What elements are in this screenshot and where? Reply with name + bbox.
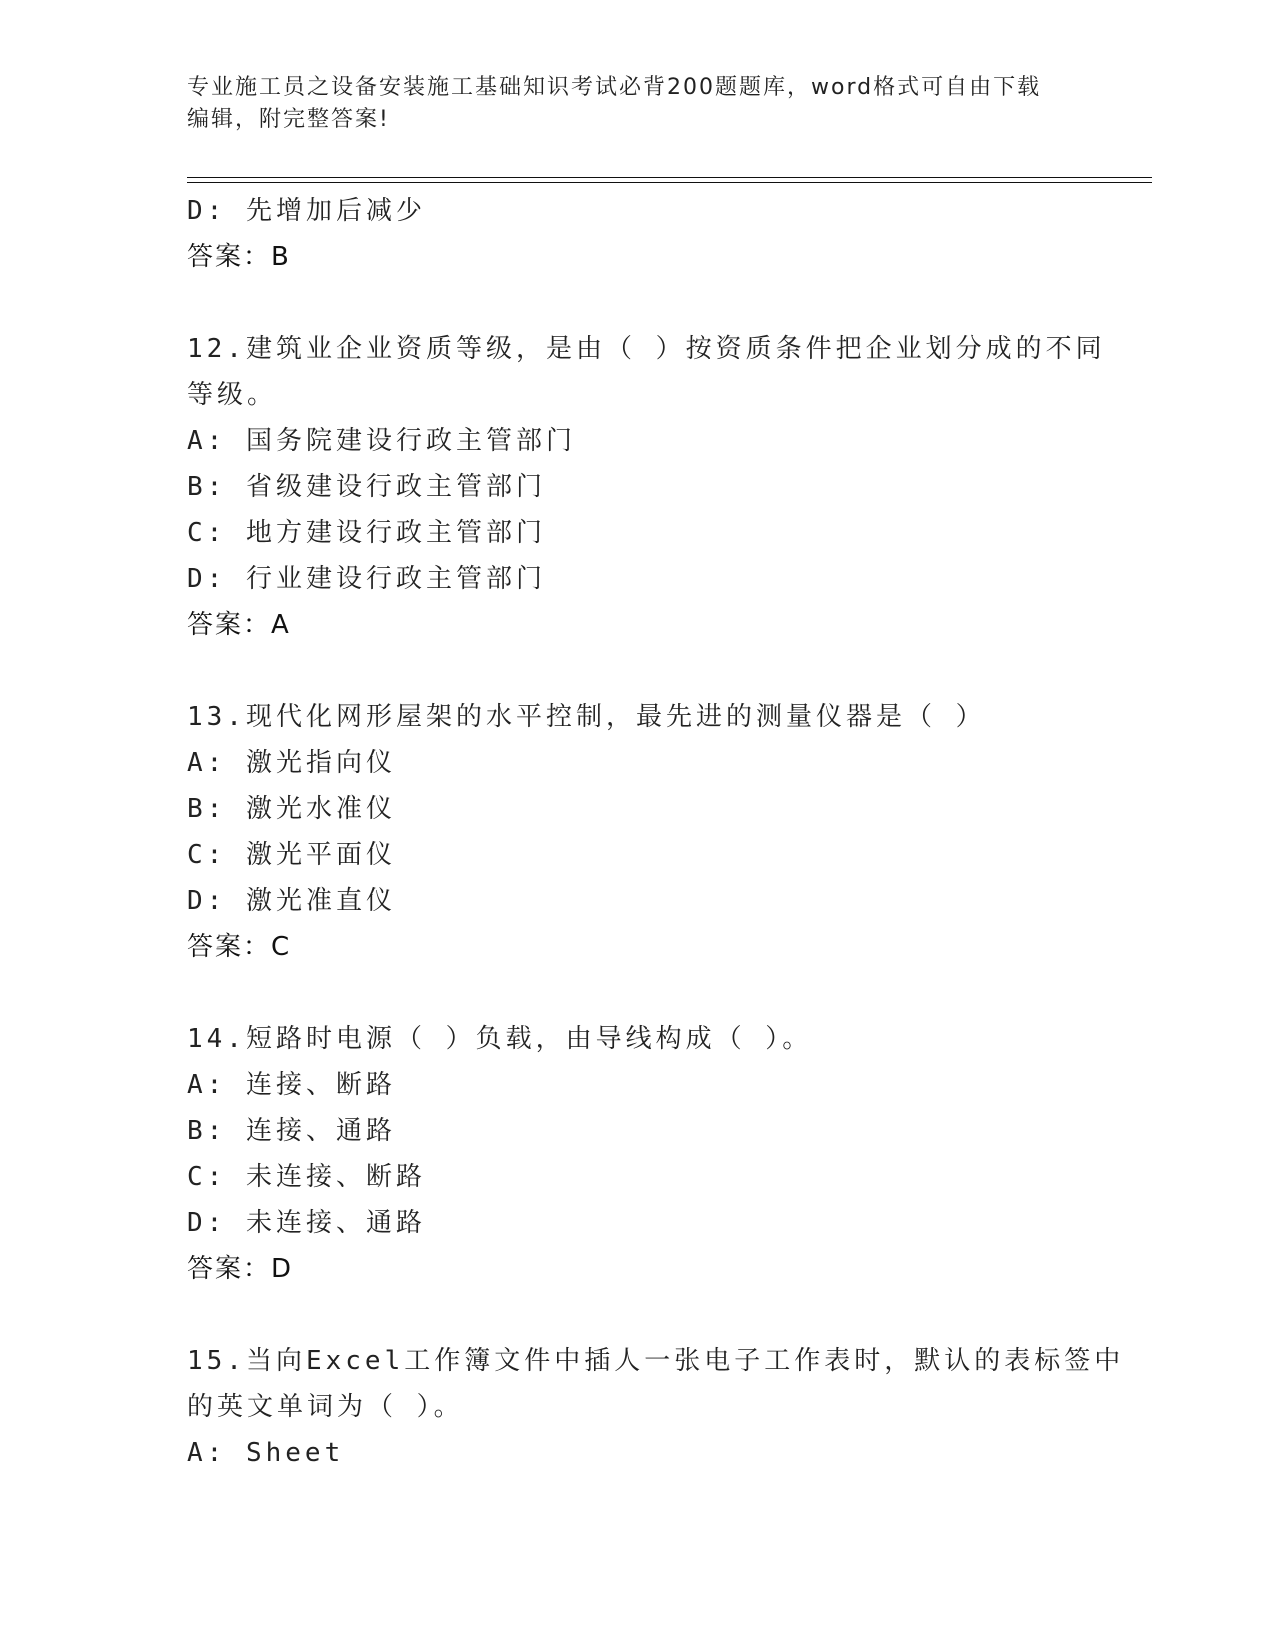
- question-12: [187, 326, 1106, 648]
- spacer: [187, 280, 1087, 326]
- option-b: B: 激光水准仪: [187, 794, 396, 824]
- header-divider-top: [187, 177, 1152, 178]
- question-15: [187, 1338, 1125, 1476]
- answer-line: 答案：C: [187, 932, 292, 962]
- question-stem: 12.建筑业企业资质等级，是由（ ）按资质条件把企业划分成的不同: [187, 334, 1106, 364]
- question-14: [187, 1016, 1087, 1292]
- question-stem: 15.当向Excel工作簿文件中插人一张电子工作表时，默认的表标签中: [187, 1346, 1125, 1376]
- answer-line: 答案：A: [187, 610, 291, 640]
- question-stem: 的英文单词为（ ）。: [187, 1392, 464, 1422]
- answer-line: 答案：B: [187, 242, 291, 272]
- spacer: [187, 970, 1087, 1016]
- document-header: [187, 72, 1067, 136]
- option-c: C: 未连接、断路: [187, 1162, 426, 1192]
- question-stem: 等级。: [187, 380, 278, 410]
- spacer: [187, 1292, 1087, 1338]
- question-list: [187, 188, 1125, 1476]
- question-13: [187, 694, 1087, 970]
- option-d: D: 激光准直仪: [187, 886, 396, 916]
- header-divider-bottom: [187, 182, 1152, 183]
- option-a: A: 激光指向仪: [187, 748, 396, 778]
- option-a: A: 连接、断路: [187, 1070, 396, 1100]
- option-c: C: 激光平面仪: [187, 840, 396, 870]
- option-b: B: 连接、通路: [187, 1116, 396, 1146]
- spacer: [187, 648, 1087, 694]
- option-c: C: 地方建设行政主管部门: [187, 518, 546, 548]
- question-stem: 13.现代化网形屋架的水平控制，最先进的测量仪器是（ ）: [187, 702, 986, 732]
- option-d: D: 行业建设行政主管部门: [187, 564, 546, 594]
- option-a: A: Sheet: [187, 1438, 345, 1468]
- option-d: D: 未连接、通路: [187, 1208, 426, 1238]
- option-d: D: 先增加后减少: [187, 196, 426, 226]
- answer-line: 答案：D: [187, 1254, 294, 1284]
- header-line-1: 专业施工员之设备安装施工基础知识考试必背200题题库，word格式可自由下载: [187, 75, 1042, 100]
- option-a: A: 国务院建设行政主管部门: [187, 426, 576, 456]
- question-stem: 14.短路时电源（ ）负载，由导线构成（ ）。: [187, 1024, 813, 1054]
- option-b: B: 省级建设行政主管部门: [187, 472, 546, 502]
- header-line-2: 编辑，附完整答案!: [187, 107, 390, 132]
